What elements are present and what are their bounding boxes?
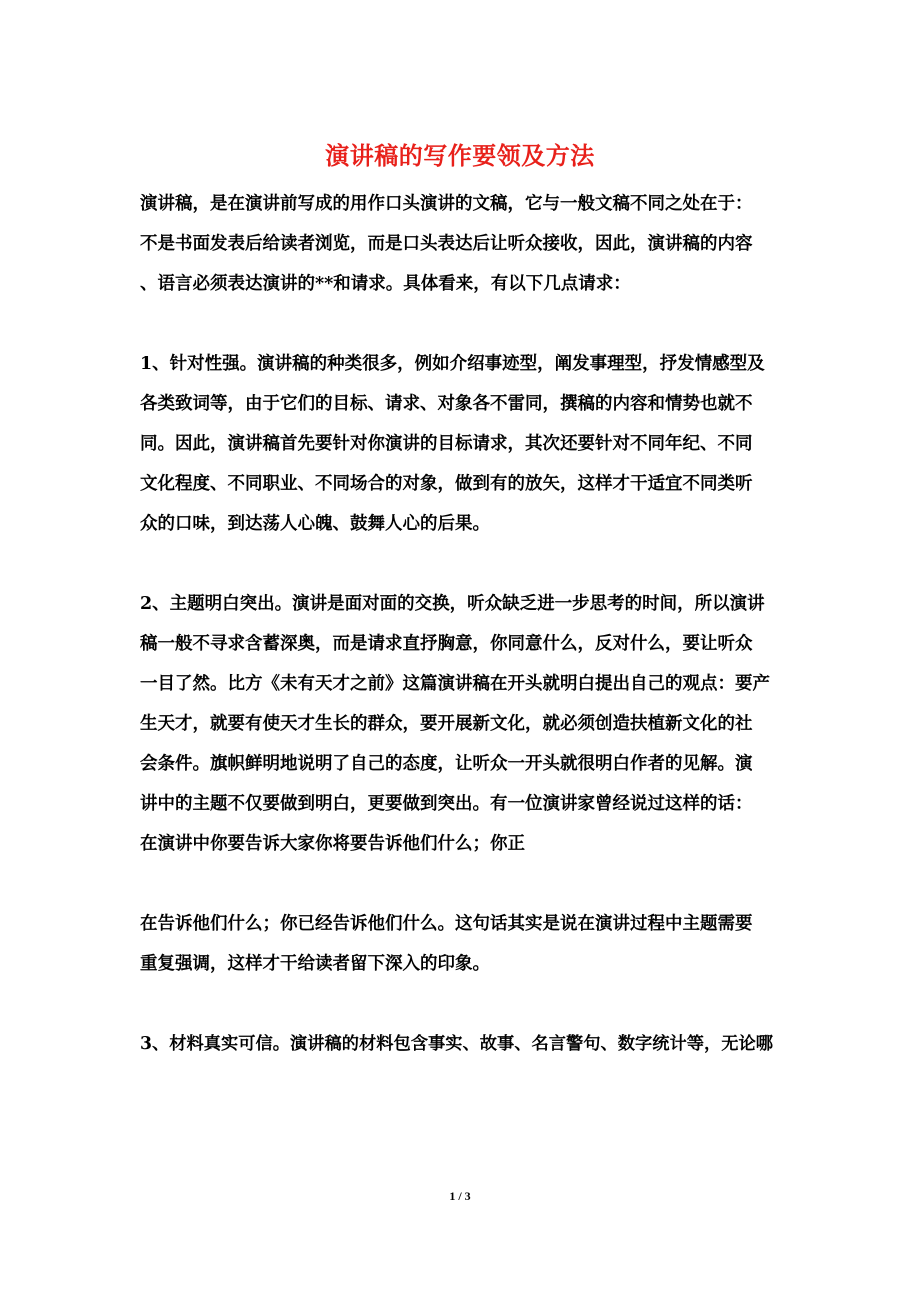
text-line: 讲中的主题不仅要做到明白，更要做到突出。有一位演讲家曾经说过这样的话： [140, 794, 753, 814]
text-line: 生天才，就要有使天才生长的群众，要开展新文化，就必须创造扶植新文化的社 [140, 714, 753, 734]
document-title: 演讲稿的写作要领及方法 [325, 141, 595, 170]
text-line: 一目了然。比方《未有天才之前》这篇演讲稿在开头就明白提出自己的观点：要产 [140, 674, 770, 694]
text-line: 在演讲中你要告诉大家你将要告诉他们什么；你正 [140, 834, 525, 854]
text-line: 众的口味，到达荡人心魄、鼓舞人心的后果。 [140, 514, 490, 534]
text-line: 同。因此，演讲稿首先要针对你演讲的目标请求，其次还要针对不同年纪、不同 [140, 434, 753, 454]
paragraph-gap [140, 984, 780, 1024]
text-line: 会条件。旗帜鲜明地说明了自己的态度，让听众一开头就很明白作者的见解。演 [140, 754, 753, 774]
text-line: 文化程度、不同职业、不同场合的对象，做到有的放矢，这样才干适宜不同类听 [140, 474, 753, 494]
page-number: 1 / 3 [449, 1189, 471, 1203]
paragraph-gap [140, 544, 780, 584]
text-line: 2、主题明白突出。演讲是面对面的交换，听众缺乏进一步思考的时间，所以演讲 [140, 594, 765, 614]
text-line: 不是书面发表后给读者浏览，而是口头表达后让听众接收，因此，演讲稿的内容 [140, 234, 753, 254]
text-line: 演讲稿，是在演讲前写成的用作口头演讲的文稿，它与一般文稿不同之处在于： [140, 194, 753, 214]
document-body [140, 184, 780, 1064]
paragraph-gap [140, 304, 780, 344]
text-line: 稿一般不寻求含蓄深奥，而是请求直抒胸意，你同意什么，反对什么，要让听众 [140, 634, 753, 654]
text-line: 重复强调，这样才干给读者留下深入的印象。 [140, 954, 490, 974]
text-line: 各类致词等，由于它们的目标、请求、对象各不雷同，撰稿的内容和情势也就不 [140, 394, 753, 414]
text-line: 3、材料真实可信。演讲稿的材料包含事实、故事、名言警句、数字统计等，无论哪 [140, 1034, 774, 1054]
text-line: 、语言必须表达演讲的**和请求。具体看来，有以下几点请求： [140, 274, 631, 294]
text-line: 1、针对性强。演讲稿的种类很多，例如介绍事迹型，阐发事理型，抒发情感型及 [140, 354, 765, 374]
paragraph-gap [140, 864, 780, 904]
text-line: 在告诉他们什么；你已经告诉他们什么。这句话其实是说在演讲过程中主题需要 [140, 914, 753, 934]
